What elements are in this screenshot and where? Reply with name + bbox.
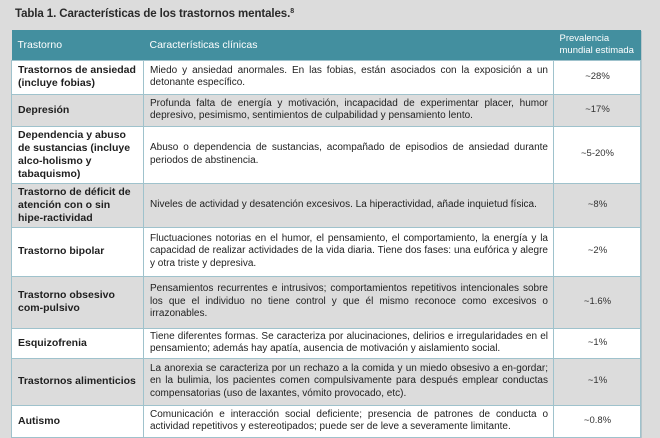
prevalence-cell: ~1.6% bbox=[554, 276, 641, 328]
header-row bbox=[12, 30, 641, 60]
disorder-cell: Autismo bbox=[12, 405, 144, 437]
table-header bbox=[12, 30, 641, 60]
prevalence-cell: ~2% bbox=[554, 227, 641, 276]
table-row bbox=[12, 405, 641, 437]
header-disorder: Trastorno bbox=[17, 38, 63, 51]
characteristics-cell: La anorexia se caracteriza por un rechazo a la comida y un miedo obsesivo a en-gordar; en la bulimia, los pacientes comen compulsivamente para después emplear conductas compensatorias (uso de laxantes, vómito provocado, etc). bbox=[144, 358, 554, 405]
disorder-cell: Dependencia y abuso de sustancias (incluye alco-holismo y tabaquismo) bbox=[12, 126, 144, 183]
characteristics-cell: Fluctuaciones notorias en el humor, el pensamiento, el comportamiento, la energía y la capacidad de realizar actividades de la vida diaria. Tiene dos fases: una eufórica y alegre y otra triste y depresiva. bbox=[144, 227, 554, 276]
prevalence-cell: ~1% bbox=[554, 328, 641, 358]
prevalence-cell: ~17% bbox=[554, 94, 641, 126]
characteristics-cell: Comunicación e interacción social deficiente; presencia de patrones de conducta o actividad repetitivos y estereotipados; puede ser de leve a severamente limitante. bbox=[144, 405, 554, 437]
header-prevalence: Prevalencia mundial estimada bbox=[559, 32, 634, 56]
disorder-cell: Trastorno de déficit de atención con o sin hipe-ractividad bbox=[12, 183, 144, 227]
characteristics-cell: Miedo y ansiedad anormales. En las fobias, están asociados con la exposición a un detonante específico. bbox=[144, 60, 554, 94]
disorder-cell: Esquizofrenia bbox=[12, 328, 144, 358]
disorder-cell: Trastorno bipolar bbox=[12, 227, 144, 276]
caption-text: Tabla 1. Características de los trastornos mentales. bbox=[15, 8, 291, 20]
table-row bbox=[12, 328, 641, 358]
disorder-cell: Trastornos de ansiedad (incluye fobias) bbox=[12, 60, 144, 94]
characteristics-cell: Tiene diferentes formas. Se caracteriza por alucinaciones, delirios e irregularidades en el pensamiento; además hay apatía, ausencia de motivación y aislamiento social. bbox=[144, 328, 554, 358]
table-row bbox=[12, 227, 641, 276]
characteristics-cell: Abuso o dependencia de sustancias, acompañado de episodios de ansiedad durante periodos de abstinencia. bbox=[144, 126, 554, 183]
prevalence-cell: ~0.8% bbox=[554, 405, 641, 437]
mental-disorders-table bbox=[11, 30, 641, 438]
table-row bbox=[12, 60, 641, 94]
prevalence-cell: ~5-20% bbox=[554, 126, 641, 183]
characteristics-cell: Profunda falta de energía y motivación, incapacidad de experimentar placer, humor depresivo, pesimismo, sentimientos de culpabilidad y pensamiento lento. bbox=[144, 94, 554, 126]
header-characteristics: Características clínicas bbox=[149, 38, 258, 51]
table-row bbox=[12, 358, 641, 405]
prevalence-cell: ~1% bbox=[554, 358, 641, 405]
table-body bbox=[12, 60, 641, 437]
table-row bbox=[12, 183, 641, 227]
table-row bbox=[12, 94, 641, 126]
disorder-cell: Trastorno obsesivo com-pulsivo bbox=[12, 276, 144, 328]
table-row bbox=[12, 126, 641, 183]
characteristics-cell: Niveles de actividad y desatención excesivos. La hiperactividad, añade inquietud física. bbox=[144, 183, 554, 227]
table-row bbox=[12, 276, 641, 328]
disorder-cell: Trastornos alimenticios bbox=[12, 358, 144, 405]
prevalence-cell: ~8% bbox=[554, 183, 641, 227]
characteristics-cell: Pensamientos recurrentes e intrusivos; comportamientos repetitivos intencionales sobre los que el individuo no tiene control y que él mismo reconoce como excesivos o irrazonables. bbox=[144, 276, 554, 328]
table-caption bbox=[15, 8, 294, 20]
caption-footnote-ref: 8 bbox=[290, 8, 294, 15]
prevalence-cell: ~28% bbox=[554, 60, 641, 94]
disorder-cell: Depresión bbox=[12, 94, 144, 126]
